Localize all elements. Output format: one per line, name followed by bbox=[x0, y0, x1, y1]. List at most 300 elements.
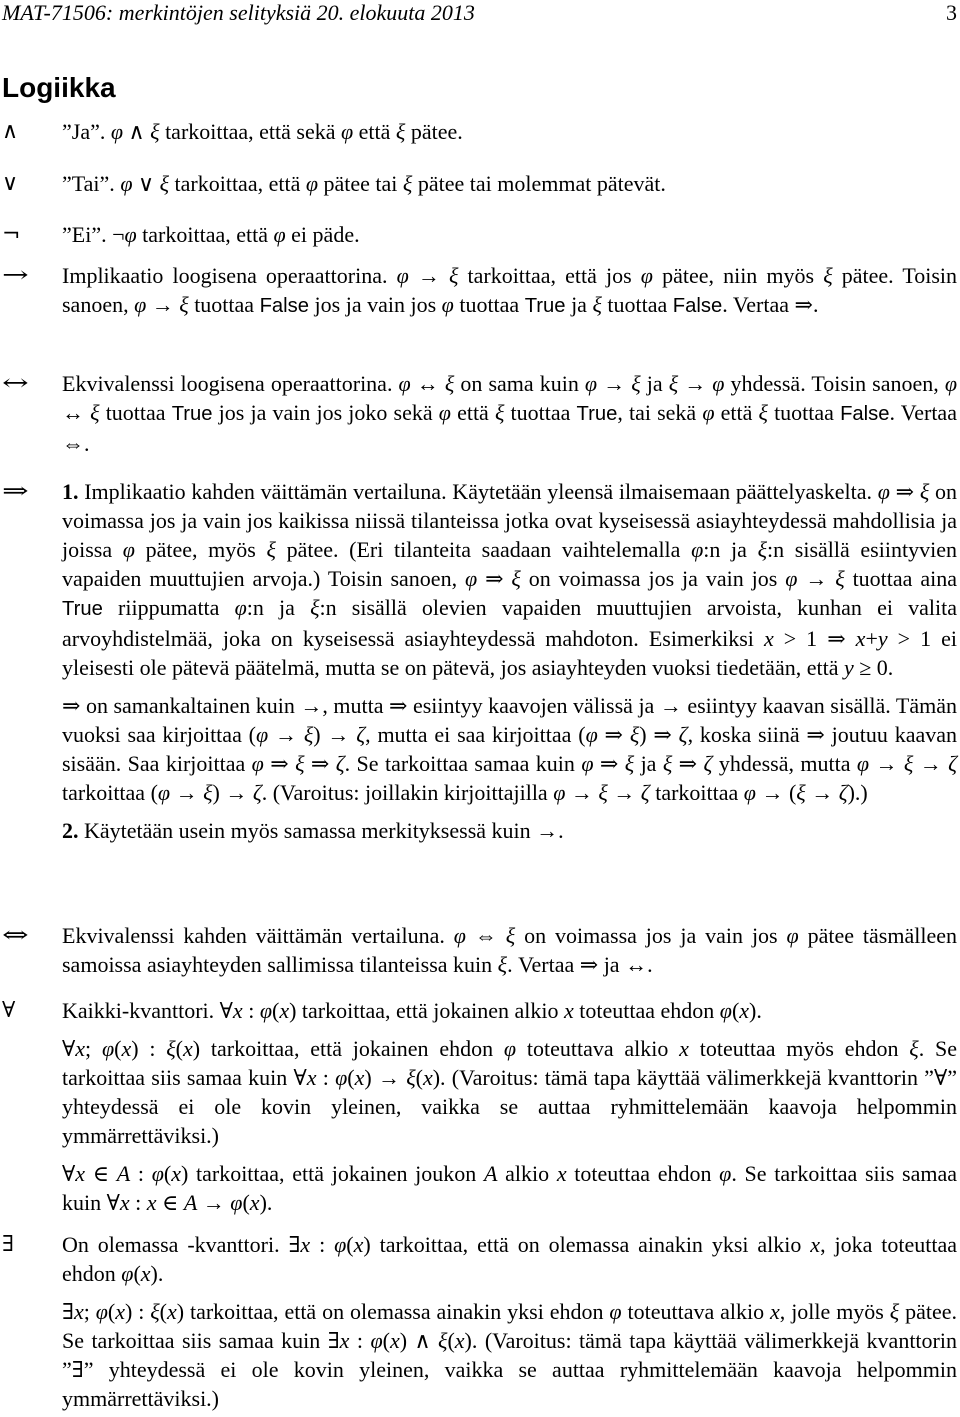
entry-body bbox=[62, 169, 957, 198]
math-variable: ξ bbox=[395, 119, 406, 144]
math-variable: ξ bbox=[629, 722, 640, 747]
text-run: → bbox=[597, 371, 632, 396]
math-variable: x bbox=[183, 1036, 193, 1061]
definition-paragraph bbox=[62, 1297, 957, 1413]
math-variable: φ bbox=[340, 119, 354, 144]
entry-body bbox=[62, 477, 957, 845]
definition-paragraph bbox=[62, 816, 957, 845]
text-run: ∧ bbox=[123, 119, 151, 144]
math-variable: ζ bbox=[838, 780, 848, 805]
text-run: ⇒ bbox=[597, 722, 630, 747]
text-run: on voimassa jos ja vain jos bbox=[515, 923, 787, 948]
text-run: ( bbox=[107, 1299, 116, 1324]
text-run: → bbox=[268, 722, 304, 747]
math-variable: ξ bbox=[889, 1299, 900, 1324]
left-right-arrow-symbol: ↔ bbox=[2, 371, 29, 396]
math-variable: φ bbox=[370, 1328, 383, 1353]
text-run: , jolle myös bbox=[779, 1299, 890, 1324]
text-run: ) ⇒ bbox=[639, 722, 679, 747]
math-variable: x bbox=[770, 1299, 780, 1324]
math-variable: φ bbox=[453, 923, 466, 948]
text-run: ( bbox=[175, 1036, 183, 1061]
math-variable: x bbox=[679, 1036, 689, 1061]
boolean-value: True bbox=[576, 403, 618, 425]
math-variable: φ bbox=[95, 1299, 108, 1324]
text-run: tuottaa aina bbox=[844, 566, 957, 591]
math-variable: ξ bbox=[266, 537, 276, 562]
text-run: , koska siinä ⇒ joutuu kaavan sisään. Saa kirjoittaa bbox=[62, 722, 958, 776]
text-run: → bbox=[146, 292, 180, 317]
text-run: . Se tarkoittaa siis samaa kuin ∀ bbox=[62, 1161, 958, 1215]
text-run: pätee. (Eri tilanteita saadaan vaihtelemalla bbox=[275, 537, 692, 562]
definition-paragraph bbox=[62, 117, 957, 146]
text-run: tuottaa bbox=[188, 292, 260, 317]
text-run: ) → bbox=[212, 780, 253, 805]
text-run: ) : bbox=[131, 1036, 167, 1061]
text-run: ↔ bbox=[410, 371, 445, 396]
text-run: → bbox=[197, 1190, 231, 1215]
math-variable: φ bbox=[255, 722, 269, 747]
text-run: ) tarkoittaa, että jokainen alkio bbox=[289, 998, 564, 1023]
math-variable: φ bbox=[719, 998, 732, 1023]
entry-and bbox=[0, 117, 957, 146]
definition-paragraph bbox=[62, 477, 957, 682]
text-run: ”Ja”. bbox=[62, 119, 111, 144]
text-run: + bbox=[865, 626, 878, 651]
math-variable: φ bbox=[581, 751, 594, 776]
math-variable: x bbox=[115, 1299, 125, 1324]
math-variable: φ bbox=[856, 751, 870, 776]
math-variable: φ bbox=[398, 371, 411, 396]
text-run: :n ja bbox=[703, 537, 758, 562]
math-variable: ξ bbox=[159, 171, 170, 196]
text-run: ( bbox=[447, 1328, 455, 1353]
text-run: . (Varoitus: joillakin kirjoittajilla bbox=[261, 780, 554, 805]
text-run: että bbox=[353, 119, 396, 144]
text-run: toteuttaa myös ehdon bbox=[688, 1036, 910, 1061]
math-variable: ζ bbox=[948, 751, 958, 776]
math-variable: ξ bbox=[203, 780, 213, 805]
math-variable: φ bbox=[712, 371, 725, 396]
text-run: ( bbox=[415, 1065, 423, 1090]
math-variable: φ bbox=[702, 400, 715, 425]
definition-paragraph bbox=[62, 691, 957, 807]
math-variable: ζ bbox=[252, 780, 262, 805]
text-run: ) tarkoittaa, että jokainen joukon bbox=[180, 1161, 484, 1186]
text-run: : bbox=[242, 998, 260, 1023]
math-variable: φ bbox=[273, 222, 286, 247]
definition-paragraph bbox=[62, 369, 957, 458]
text-run: , mutta ei saa kirjoittaa ( bbox=[365, 722, 586, 747]
text-run: ⇒ bbox=[889, 479, 920, 504]
math-variable: φ bbox=[877, 479, 890, 504]
text-run: ) → bbox=[364, 1065, 407, 1090]
text-run: tarkoittaa, että jos bbox=[458, 263, 641, 288]
definition-paragraph bbox=[62, 996, 957, 1025]
math-variable: x bbox=[300, 1232, 311, 1257]
item-number: 2. bbox=[62, 818, 79, 843]
math-variable: ζ bbox=[678, 722, 688, 747]
text-run: : bbox=[129, 1190, 147, 1215]
text-run: On olemassa -kvanttori. ∃ bbox=[62, 1232, 301, 1257]
math-variable: ξ bbox=[303, 722, 314, 747]
math-variable: x bbox=[810, 1232, 821, 1257]
math-variable: ξ bbox=[179, 292, 189, 317]
text-run: : bbox=[310, 1232, 335, 1257]
math-variable: φ bbox=[584, 371, 598, 396]
math-variable: φ bbox=[335, 1065, 348, 1090]
math-variable: φ bbox=[101, 1036, 115, 1061]
text-run: ei päde. bbox=[285, 222, 360, 247]
text-run: → bbox=[797, 566, 836, 591]
math-variable: φ bbox=[259, 998, 272, 1023]
math-variable: φ bbox=[719, 1161, 732, 1186]
double-right-arrow-symbol: ⇒ bbox=[2, 479, 29, 504]
entry-body bbox=[62, 261, 957, 321]
text-run: ⇒ bbox=[672, 751, 704, 776]
text-run: ”Ei”. ¬ bbox=[62, 222, 125, 247]
math-variable: ξ bbox=[505, 923, 516, 948]
text-run: ( bbox=[133, 1261, 141, 1286]
text-run: pätee tai bbox=[318, 171, 403, 196]
math-variable: φ bbox=[691, 537, 704, 562]
math-variable: φ bbox=[251, 751, 264, 776]
math-variable: φ bbox=[585, 722, 598, 747]
math-variable: ξ bbox=[310, 595, 320, 620]
text-run: pätee, myös bbox=[134, 537, 267, 562]
text-run: ∀ bbox=[62, 1036, 76, 1061]
math-variable: φ bbox=[305, 171, 319, 196]
math-variable: ξ bbox=[497, 952, 508, 977]
math-variable: φ bbox=[334, 1232, 347, 1257]
entry-not bbox=[0, 220, 957, 249]
entry-body bbox=[62, 117, 957, 146]
definition-paragraph bbox=[62, 921, 957, 979]
text-run: tarkoittaa, että bbox=[169, 171, 306, 196]
entry-implies bbox=[0, 477, 957, 845]
not-symbol: ¬ bbox=[2, 222, 21, 247]
math-variable: A bbox=[116, 1161, 131, 1186]
text-run: ( bbox=[347, 1065, 355, 1090]
math-variable: x bbox=[166, 1299, 177, 1324]
math-variable: x bbox=[121, 1036, 132, 1061]
entry-implication-operator bbox=[0, 261, 957, 321]
text-run: tuottaa bbox=[601, 292, 673, 317]
math-variable: ζ bbox=[703, 751, 713, 776]
text-run: ∃ bbox=[62, 1299, 74, 1324]
text-run: pätee. bbox=[405, 119, 463, 144]
text-run: tarkoittaa, että bbox=[136, 222, 274, 247]
math-variable: ξ bbox=[90, 400, 100, 425]
text-run: toteuttava alkio bbox=[621, 1299, 771, 1324]
section-title: Logiikka bbox=[2, 72, 116, 103]
math-variable: ξ bbox=[823, 263, 833, 288]
text-run: , joka toteuttaa ehdon bbox=[62, 1232, 957, 1286]
math-variable: x bbox=[140, 1261, 151, 1286]
text-run: tarkoittaa, että sekä bbox=[159, 119, 341, 144]
math-variable: ξ bbox=[406, 1065, 416, 1090]
text-run: → bbox=[678, 371, 713, 396]
text-run: jos ja vain jos joko sekä bbox=[212, 400, 439, 425]
text-run: → bbox=[869, 751, 904, 776]
entry-body bbox=[62, 369, 957, 458]
math-variable: y bbox=[877, 626, 888, 651]
math-variable: φ bbox=[120, 171, 133, 196]
text-run: ). (Varoitus: tämä tapa käyttää välimerkkejä kvanttorin ”∃” yhteydessä ei ole kovin yleinen, vaikka se auttaa ryhmittelemään kaavoja helpommin ymmärrettäviksi.) bbox=[62, 1328, 957, 1411]
math-variable: φ bbox=[122, 537, 135, 562]
text-run: pätee täsmälleen samoissa asiayhteyden sallimissa tilanteissa kuin bbox=[62, 923, 957, 977]
text-run: → bbox=[408, 263, 449, 288]
math-variable: φ bbox=[640, 263, 653, 288]
entry-exists bbox=[0, 1230, 957, 1413]
math-variable: x bbox=[454, 1328, 465, 1353]
text-run: ( bbox=[382, 1328, 390, 1353]
forall-symbol: ∀ bbox=[2, 998, 16, 1023]
math-variable: ξ bbox=[835, 566, 845, 591]
math-variable: ξ bbox=[166, 1036, 176, 1061]
boolean-value: True bbox=[62, 598, 103, 620]
text-run: ).) bbox=[847, 780, 868, 805]
math-variable: φ bbox=[441, 292, 454, 317]
math-variable: φ bbox=[609, 1299, 622, 1324]
text-run: → bbox=[805, 780, 839, 805]
math-variable: x bbox=[73, 1299, 84, 1324]
math-variable: ξ bbox=[494, 400, 505, 425]
math-variable: x bbox=[119, 1190, 130, 1215]
text-run: pätee tai molemmat pätevät. bbox=[412, 171, 666, 196]
text-run: : bbox=[130, 1161, 152, 1186]
math-variable: ζ bbox=[356, 722, 366, 747]
text-run: ) ∧ bbox=[399, 1328, 439, 1353]
text-run: ( bbox=[271, 998, 280, 1023]
math-variable: A bbox=[483, 1161, 498, 1186]
boolean-value: True bbox=[524, 295, 566, 317]
math-variable: x bbox=[232, 998, 243, 1023]
text-run: ) tarkoittaa, että on olemassa ainakin yksi ehdon bbox=[176, 1299, 610, 1324]
math-variable: ξ bbox=[757, 537, 767, 562]
text-run: . Vertaa ⇒. bbox=[722, 292, 819, 317]
text-run: ( bbox=[163, 1161, 172, 1186]
text-run: että bbox=[450, 400, 495, 425]
text-run: :n sisällä olevien vapaiden muuttujien arvoista, kunhan ei valita arvoyhdistelmää, joka on kyseisessä asiayhteydessä mahdoton. Esimerkiksi bbox=[62, 595, 957, 651]
text-run: . Se tarkoittaa samaa kuin bbox=[344, 751, 582, 776]
entry-equivalence-operator bbox=[0, 369, 957, 458]
text-run: yhdessä, mutta bbox=[712, 751, 857, 776]
math-variable: ξ bbox=[796, 780, 806, 805]
text-run: Ekvivalenssi loogisena operaattorina. bbox=[62, 371, 399, 396]
text-run: tuottaa bbox=[99, 400, 172, 425]
text-run: pätee. Toisin sanoen, bbox=[62, 263, 958, 317]
text-run: Implikaatio loogisena operaattorina. bbox=[62, 263, 397, 288]
math-variable: x bbox=[354, 1065, 365, 1090]
math-variable: x bbox=[389, 1328, 400, 1353]
text-run: ja bbox=[565, 292, 593, 317]
text-run: ⇒ bbox=[477, 566, 512, 591]
math-variable: φ bbox=[785, 566, 798, 591]
math-variable: x bbox=[75, 1036, 86, 1061]
math-variable: ζ bbox=[640, 780, 650, 805]
entry-body bbox=[62, 996, 957, 1217]
math-variable: x bbox=[339, 1328, 350, 1353]
math-variable: φ bbox=[124, 222, 137, 247]
text-run: → bbox=[913, 751, 949, 776]
math-variable: φ bbox=[944, 371, 957, 396]
definition-paragraph bbox=[62, 1159, 957, 1217]
math-variable: ξ bbox=[624, 751, 635, 776]
math-variable: ξ bbox=[631, 371, 641, 396]
math-variable: φ bbox=[786, 923, 799, 948]
text-run: jos ja vain jos bbox=[309, 292, 442, 317]
math-variable: x bbox=[556, 1161, 567, 1186]
text-run: ja bbox=[634, 751, 663, 776]
text-run: ja bbox=[640, 371, 669, 396]
text-run: ). bbox=[749, 998, 762, 1023]
text-run: ). (Varoitus: tämä tapa käyttää välimerkkejä kvanttorin ”∀” yhteydessä ei ole kovin yleinen, vaikka se auttaa ryhmittelemään kaavoja helpommin ymmärrettäviksi.) bbox=[62, 1065, 957, 1148]
text-run: : bbox=[316, 1065, 336, 1090]
math-variable: ξ bbox=[150, 1299, 160, 1324]
text-run: pätee, niin myös bbox=[652, 263, 824, 288]
math-variable: ξ bbox=[448, 263, 459, 288]
text-run: toteuttaa ehdon bbox=[566, 1161, 720, 1186]
math-variable: x bbox=[763, 626, 774, 651]
text-run: Kaikki-kvanttori. ∀ bbox=[62, 998, 233, 1023]
math-variable: ξ bbox=[150, 119, 160, 144]
math-variable: ξ bbox=[662, 751, 673, 776]
text-run: ( bbox=[346, 1232, 354, 1257]
math-variable: φ bbox=[110, 119, 124, 144]
entry-iff bbox=[0, 921, 957, 979]
text-run: riippumatta bbox=[102, 595, 235, 620]
text-run: ). bbox=[150, 1261, 164, 1286]
math-variable: φ bbox=[234, 595, 247, 620]
math-variable: ξ bbox=[919, 479, 930, 504]
text-run: :n ja bbox=[246, 595, 311, 620]
text-run: > 1 ei yleisesti ole pätevä päätelmä, mutta se on pätevä, jos asiayhteyden vuoksi tiedetään, että bbox=[62, 626, 957, 680]
definition-paragraph bbox=[62, 1034, 957, 1150]
math-variable: φ bbox=[743, 780, 756, 805]
text-run: ) → bbox=[313, 722, 357, 747]
math-variable: ξ bbox=[598, 780, 608, 805]
math-variable: φ bbox=[503, 1036, 517, 1061]
text-run: tarkoittaa ( bbox=[62, 780, 158, 805]
or-symbol: ∨ bbox=[2, 171, 19, 196]
right-arrow-symbol: → bbox=[2, 263, 29, 288]
text-run: tarkoittaa bbox=[649, 780, 744, 805]
text-run: → ( bbox=[755, 780, 797, 805]
text-run: ∀ bbox=[62, 1161, 76, 1186]
text-run: ≥ 0. bbox=[853, 655, 894, 680]
text-run: Implikaatio kahden väittämän vertailuna. Käytetään yleensä ilmaisemaan päättelyaskelta. bbox=[78, 479, 878, 504]
math-variable: x bbox=[563, 998, 574, 1023]
math-variable: y bbox=[843, 655, 854, 680]
entry-body bbox=[62, 921, 957, 979]
math-variable: ζ bbox=[335, 751, 345, 776]
text-run: tuottaa bbox=[504, 400, 577, 425]
math-variable: x bbox=[353, 1232, 364, 1257]
math-variable: x bbox=[249, 1190, 260, 1215]
math-variable: ξ bbox=[444, 371, 455, 396]
math-variable: x bbox=[146, 1190, 157, 1215]
math-variable: φ bbox=[121, 1261, 134, 1286]
math-variable: x bbox=[855, 626, 866, 651]
math-variable: x bbox=[422, 1065, 433, 1090]
text-run: että bbox=[714, 400, 759, 425]
text-run: ”Tai”. bbox=[62, 171, 121, 196]
running-header bbox=[2, 0, 957, 26]
math-variable: φ bbox=[553, 780, 566, 805]
math-variable: ξ bbox=[295, 751, 305, 776]
text-run: toteuttaa ehdon bbox=[573, 998, 720, 1023]
text-run: ∨ bbox=[132, 171, 160, 196]
text-run: ( bbox=[159, 1299, 167, 1324]
math-variable: x bbox=[306, 1065, 317, 1090]
text-run: yhdessä. Toisin sanoen, bbox=[724, 371, 945, 396]
math-variable: ξ bbox=[903, 751, 914, 776]
math-variable: x bbox=[75, 1161, 86, 1186]
math-variable: φ bbox=[438, 400, 451, 425]
text-run: pätee. Se tarkoittaa siis samaa kuin ∃ bbox=[62, 1299, 958, 1353]
boolean-value: False bbox=[259, 295, 310, 317]
text-run: → bbox=[170, 780, 204, 805]
text-run: ⇒ bbox=[263, 751, 296, 776]
text-run: . Vertaa ⇔. bbox=[62, 400, 957, 456]
math-variable: x bbox=[739, 998, 750, 1023]
double-left-right-arrow-symbol: ⇔ bbox=[2, 923, 29, 948]
math-variable: ξ bbox=[511, 566, 521, 591]
text-run: toteuttava alkio bbox=[516, 1036, 680, 1061]
text-run: → bbox=[565, 780, 599, 805]
math-variable: ξ bbox=[438, 1328, 448, 1353]
text-run: ) tarkoittaa, että jokainen ehdon bbox=[192, 1036, 504, 1061]
text-run: tuottaa bbox=[767, 400, 841, 425]
boolean-value: False bbox=[840, 403, 890, 425]
boolean-value: False bbox=[672, 295, 723, 317]
math-variable: φ bbox=[230, 1190, 243, 1215]
text-run: tuottaa bbox=[453, 292, 525, 317]
text-run: ⇒ bbox=[304, 751, 336, 776]
text-run: ( bbox=[731, 998, 740, 1023]
math-variable: ξ bbox=[758, 400, 768, 425]
boolean-value: True bbox=[171, 403, 213, 425]
math-variable: φ bbox=[396, 263, 409, 288]
text-run: ). bbox=[259, 1190, 273, 1215]
math-variable: ξ bbox=[668, 371, 679, 396]
exists-symbol: ∃ bbox=[2, 1232, 14, 1257]
math-variable: A bbox=[183, 1190, 198, 1215]
text-run: ) tarkoittaa, että on olemassa ainakin yksi alkio bbox=[363, 1232, 811, 1257]
item-number: 1. bbox=[62, 479, 79, 504]
text-run: ) : bbox=[124, 1299, 151, 1324]
text-run: ⇔ bbox=[465, 923, 506, 948]
text-run: Ekvivalenssi kahden väittämän vertailuna. bbox=[62, 923, 454, 948]
text-run: ; bbox=[85, 1036, 102, 1061]
math-variable: φ bbox=[151, 1161, 164, 1186]
math-variable: x bbox=[279, 998, 290, 1023]
entry-body bbox=[62, 220, 957, 249]
text-run: on voimassa jos ja vain jos bbox=[520, 566, 786, 591]
text-run: . Se tarkoittaa siis samaa kuin ∀ bbox=[62, 1036, 957, 1090]
text-run: ↔ bbox=[62, 400, 91, 425]
text-run: :n sisällä esiintyvien vapaiden muuttujien arvoja.) Toisin sanoen, bbox=[62, 537, 957, 591]
math-variable: φ bbox=[157, 780, 171, 805]
math-variable: ξ bbox=[402, 171, 413, 196]
text-run: ∈ bbox=[156, 1190, 184, 1215]
text-run: , tai sekä bbox=[617, 400, 703, 425]
math-variable: ξ bbox=[592, 292, 602, 317]
math-variable: ξ bbox=[909, 1036, 919, 1061]
text-run: Käytetään usein myös samassa merkityksessä kuin →. bbox=[78, 818, 564, 843]
entry-body bbox=[62, 1230, 957, 1413]
